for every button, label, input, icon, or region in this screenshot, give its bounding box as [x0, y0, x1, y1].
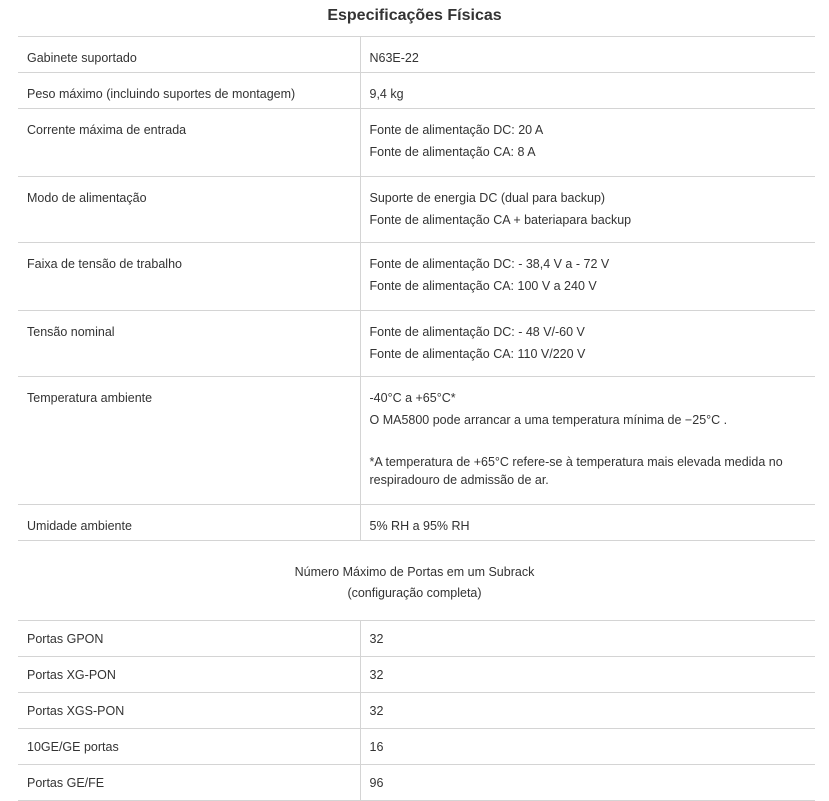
spec-value-line: 9,4 kg — [369, 87, 404, 101]
table-row — [18, 693, 815, 729]
spec-value — [360, 505, 815, 541]
spec-value-line: Fonte de alimentação DC: - 48 V/-60 V — [369, 325, 585, 339]
spacer — [370, 431, 807, 453]
ports-heading — [0, 541, 829, 620]
table-row — [18, 177, 815, 243]
spec-label: Peso máximo (incluindo suportes de montagem) — [18, 73, 360, 109]
table-row — [18, 765, 815, 801]
port-label: 10GE/GE portas — [18, 729, 360, 765]
spec-label: Corrente máxima de entrada — [18, 109, 360, 177]
spec-value-line: Fonte de alimentação CA + bateriapara backup — [369, 213, 632, 227]
spec-value-line: Fonte de alimentação CA: 8 A — [369, 145, 536, 159]
spec-label: Modo de alimentação — [18, 177, 360, 243]
port-label: Portas XGS-PON — [18, 693, 360, 729]
port-label: Portas GPON — [18, 621, 360, 657]
port-value: 16 — [360, 729, 815, 765]
table-row — [18, 729, 815, 765]
spec-label: Tensão nominal — [18, 311, 360, 377]
spec-value — [360, 177, 815, 243]
spec-label: Umidade ambiente — [18, 505, 360, 541]
table-row — [18, 657, 815, 693]
ports-table — [18, 620, 815, 801]
table-row — [18, 311, 815, 377]
table-row — [18, 37, 815, 73]
spec-value-line: Fonte de alimentação CA: 110 V/220 V — [369, 347, 586, 361]
port-value: 32 — [360, 657, 815, 693]
port-value: 96 — [360, 765, 815, 801]
port-label: Portas XG-PON — [18, 657, 360, 693]
table-row — [18, 243, 815, 311]
specs-table — [18, 36, 815, 541]
spec-label: Temperatura ambiente — [18, 377, 360, 505]
spec-value — [360, 73, 815, 109]
table-row — [18, 621, 815, 657]
port-label: Portas GE/FE — [18, 765, 360, 801]
page-title: Especificações Físicas — [327, 7, 502, 24]
port-value: 32 — [360, 621, 815, 657]
table-row — [18, 505, 815, 541]
port-value: 32 — [360, 693, 815, 729]
spec-value — [360, 243, 815, 311]
spec-value — [360, 37, 815, 73]
spec-value-line: N63E-22 — [369, 51, 419, 65]
spec-value — [360, 109, 815, 177]
spec-value-line: -40°C a +65°C* — [369, 391, 456, 405]
table-row — [18, 377, 815, 505]
spec-label: Gabinete suportado — [18, 37, 360, 73]
ports-heading-line: Número Máximo de Portas em um Subrack — [294, 565, 535, 579]
spec-value-line: O MA5800 pode arrancar a uma temperatura mínima de −25°C . — [369, 413, 728, 427]
spec-value-line: Fonte de alimentação CA: 100 V a 240 V — [369, 279, 597, 293]
table-row — [18, 73, 815, 109]
spec-value-line: 5% RH a 95% RH — [369, 519, 470, 533]
spec-value-line: Fonte de alimentação DC: 20 A — [369, 123, 544, 137]
table-row — [18, 109, 815, 177]
ports-heading-line: (configuração completa) — [347, 586, 482, 600]
spec-value-line: Fonte de alimentação DC: - 38,4 V a - 72 V — [369, 257, 610, 271]
spec-value — [360, 377, 815, 505]
spec-label: Faixa de tensão de trabalho — [18, 243, 360, 311]
spec-value — [360, 311, 815, 377]
spec-value-line: *A temperatura de +65°C refere-se à temperatura mais elevada medida no respiradouro de admissão de ar. — [369, 455, 783, 487]
spec-value-line: Suporte de energia DC (dual para backup) — [369, 191, 606, 205]
